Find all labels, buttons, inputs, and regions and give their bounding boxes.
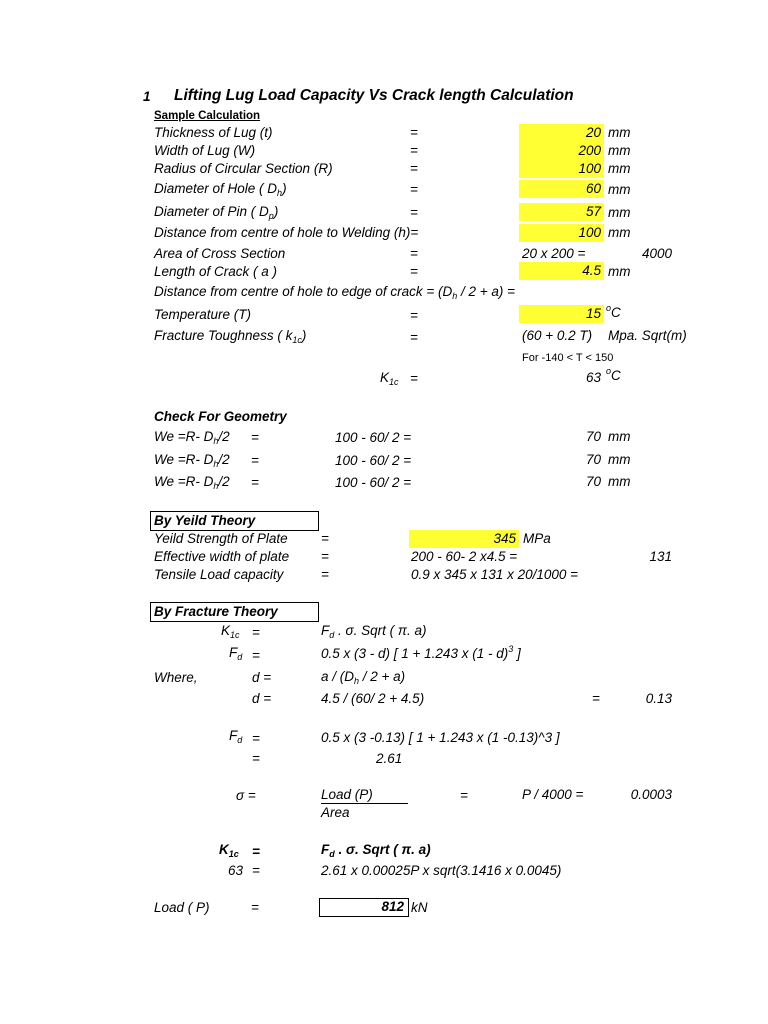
pin-label: Diameter of Pin ( $D_p$) (154, 204, 279, 221)
section-number: 1 (143, 89, 151, 104)
width-value: 200 (578, 143, 601, 158)
thickness-label: Thickness of Lug (t) (154, 125, 273, 140)
sigma-value: 0.0003 (630, 787, 672, 802)
hole-unit: mm (608, 182, 631, 197)
geometry-value: 70 (585, 429, 601, 444)
crack-unit: mm (608, 264, 631, 279)
effective-width-label: Effective width of plate (154, 549, 290, 564)
temperature-value: 15 (585, 306, 601, 321)
toughness-unit-clip (608, 328, 687, 344)
yield-strength-value: 345 (493, 531, 516, 546)
geometry-eq: = (251, 475, 259, 490)
load-unit: kN (411, 900, 428, 915)
k1c-calc-eq: = (252, 863, 260, 878)
load-label: Load ( P) (154, 900, 210, 915)
effective-width-eq: = (321, 549, 329, 564)
load-eq: = (251, 900, 259, 915)
temperature-eq: = (410, 308, 418, 323)
d-value-expr: 4.5 / (60/ 2 + 4.5) (321, 691, 425, 706)
distance-value: 100 (578, 225, 601, 240)
area-value: 4000 (641, 246, 672, 261)
yield-heading: By Yeild Theory (154, 513, 256, 528)
d-value-eq: = (592, 691, 600, 706)
k1c-bold-lhs: $K_{1c}$ (219, 842, 239, 859)
fraction-bar (321, 803, 408, 804)
where-label: Where, (154, 670, 198, 685)
geometry-expr: 100 - 60/ 2 = (335, 475, 412, 490)
page-title: Lifting Lug Load Capacity Vs Crack length Calculation (174, 87, 574, 104)
fd-equation-eq: = (252, 648, 260, 663)
edge-row: Distance from centre of hole to edge of crack = $(D_h / 2 + a)$ = (154, 284, 516, 301)
geometry-value: 70 (585, 474, 601, 489)
load-value: 812 (381, 899, 404, 914)
toughness-unit: Mpa. Sqrt(m) (608, 328, 687, 343)
fd-equation-lhs: $F_d$ (229, 645, 243, 662)
distance-label: Distance from centre of hole to Welding (h)= (154, 225, 419, 240)
toughness-eq: = (410, 330, 418, 345)
effective-width-value: 131 (649, 549, 672, 564)
pin-value: 57 (585, 204, 601, 219)
sigma-expr: P / 4000 = (522, 787, 584, 802)
sigma-denominator: Area (321, 805, 350, 820)
d-definition-lhs: d = (252, 670, 272, 685)
sigma-lhs: σ = (236, 788, 256, 803)
yield-strength-eq: = (321, 531, 329, 546)
geometry-heading: Check For Geometry (154, 409, 287, 424)
effective-width-expr: 200 - 60- 2 x4.5 = (411, 549, 518, 564)
fd-calc-lhs: $F_d$ (229, 728, 243, 745)
geometry-eq: = (251, 453, 259, 468)
geometry-lhs: We =R- $D_h/2$ (154, 429, 230, 446)
geometry-lhs: We =R- $D_h/2$ (154, 474, 230, 491)
radius-label: Radius of Circular Section (R) (154, 161, 333, 176)
fd-value-eq: = (252, 751, 260, 766)
radius-value: 100 (578, 161, 601, 176)
temperature-unit: $^o$C (606, 303, 621, 320)
toughness-expr: (60 + 0.2 T) (522, 328, 593, 343)
k1c-calc-lhs: 63 (228, 863, 244, 878)
area-label: Area of Cross Section (154, 246, 286, 261)
k1c-eq: = (410, 371, 418, 386)
hole-label: Diameter of Hole ( $D_h$) (154, 181, 287, 198)
pin-eq: = (410, 205, 418, 220)
fd-calc-eq: = (252, 731, 260, 746)
hole-eq: = (410, 182, 418, 197)
yield-strength-label: Yeild Strength of Plate (154, 531, 288, 546)
distance-unit: mm (608, 225, 631, 240)
area-expr: 20 x 200 = (522, 246, 586, 261)
width-eq: = (410, 143, 418, 158)
k1c-bold-eq: = (252, 844, 260, 859)
geometry-unit: mm (608, 474, 631, 489)
d-definition-rhs: $a / (D_h / 2 + a)$ (321, 669, 406, 686)
k1c-equation-eq: = (252, 625, 260, 640)
crack-value: 4.5 (582, 263, 601, 278)
k1c-equation-rhs: $F_d$ . σ. Sqrt ( π. a) (321, 623, 427, 640)
tensile-expr: 0.9 x 345 x 131 x 20/1000 = (411, 567, 579, 582)
tensile-eq: = (321, 567, 329, 582)
toughness-label: Fracture Toughness ( $k_{1c}$) (154, 328, 307, 345)
yield-strength-unit: MPa (523, 531, 551, 546)
sigma-eq: = (460, 788, 468, 803)
crack-label: Length of Crack ( a ) (154, 264, 278, 279)
k1c-calc-rhs: 2.61 x 0.00025P x sqrt(3.1416 x 0.0045) (321, 863, 562, 878)
k1c-label: $K_{1c}$ (380, 370, 399, 387)
geometry-expr: 100 - 60/ 2 = (335, 430, 412, 445)
geometry-unit: mm (608, 452, 631, 467)
d-value: 0.13 (645, 691, 672, 706)
sigma-numerator: Load (P) (321, 787, 373, 802)
hole-value: 60 (585, 181, 601, 196)
subtitle: Sample Calculation (154, 110, 261, 122)
radius-eq: = (410, 161, 418, 176)
fd-value: 2.61 (376, 751, 403, 766)
temperature-range: For -140 < T < 150 (522, 352, 614, 364)
area-eq: = (410, 246, 418, 261)
thickness-value: 20 (585, 125, 601, 140)
fracture-heading: By Fracture Theory (154, 604, 278, 619)
width-label: Width of Lug (W) (154, 143, 256, 158)
radius-unit: mm (608, 161, 631, 176)
geometry-lhs: We =R- $D_h/2$ (154, 452, 230, 469)
fd-equation-rhs: 0.5 x (3 - d) [ 1 + 1.243 x (1 - d)$^3$ ] (321, 644, 521, 661)
k1c-bold-rhs: $F_d$ . σ. Sqrt ( π. a) (321, 842, 431, 859)
thickness-eq: = (410, 125, 418, 140)
k1c-unit: $^o$C (606, 366, 621, 383)
crack-eq: = (410, 264, 418, 279)
geometry-value: 70 (585, 452, 601, 467)
geometry-eq: = (251, 430, 259, 445)
geometry-expr: 100 - 60/ 2 = (335, 453, 412, 468)
width-unit: mm (608, 143, 631, 158)
geometry-unit: mm (608, 429, 631, 444)
d-value-lhs: d = (252, 691, 272, 706)
temperature-label: Temperature (T) (154, 307, 252, 322)
k1c-value: 63 (585, 370, 601, 385)
pin-unit: mm (608, 205, 631, 220)
k1c-equation-lhs: $K_{1c}$ (221, 623, 240, 640)
fd-calc-rhs: 0.5 x (3 -0.13) [ 1 + 1.243 x (1 -0.13)^3 ] (321, 730, 560, 745)
tensile-label: Tensile Load capacity (154, 567, 284, 582)
thickness-unit: mm (608, 125, 631, 140)
